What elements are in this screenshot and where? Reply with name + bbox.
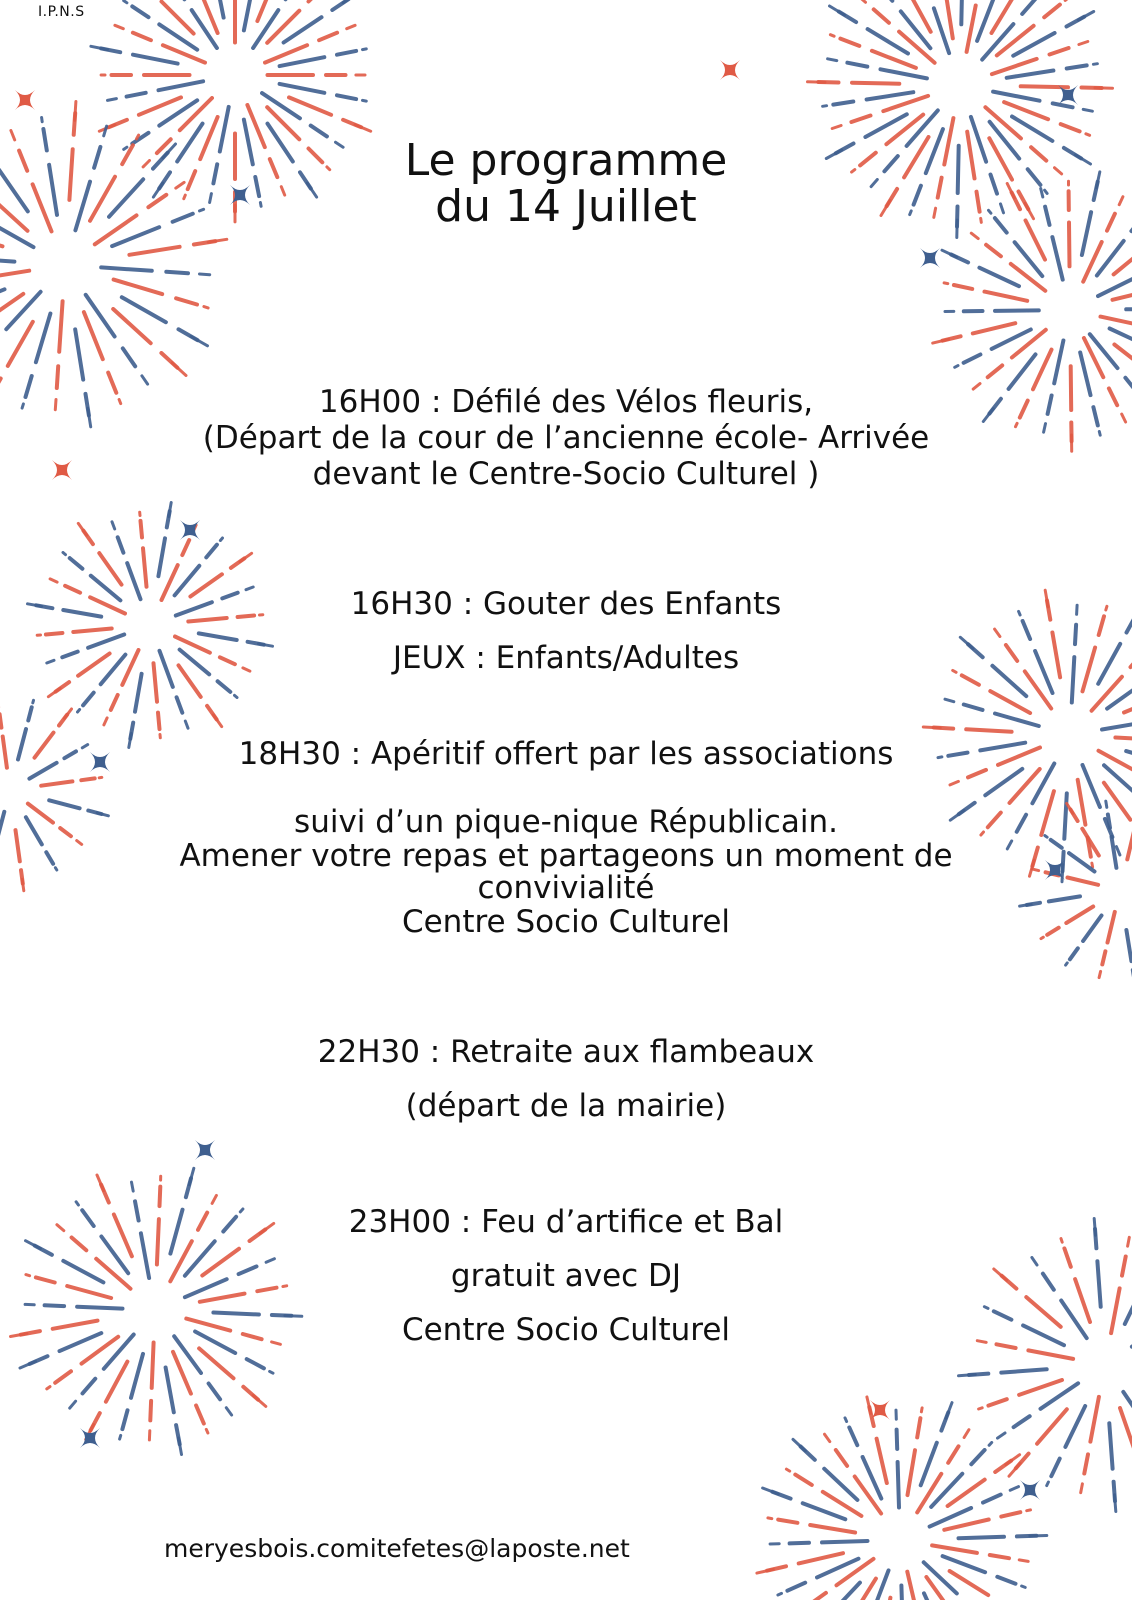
contact-email: meryesbois.comitefetes@laposte.net xyxy=(164,1534,630,1563)
firework-burst-icon xyxy=(28,503,273,748)
sparkle-icon xyxy=(15,90,35,110)
title-line-2: du 14 Juillet xyxy=(435,181,697,232)
sparkle-icon xyxy=(1020,1480,1040,1500)
event-feu-time: 23H00 : Feu d’artifice et Bal xyxy=(348,1204,784,1240)
event-aperitif-location: Centre Socio Culturel xyxy=(401,904,731,940)
page-title xyxy=(0,135,1132,232)
event-velos-time: 16H00 : Défilé des Vélos fleuris, xyxy=(318,384,814,420)
event-aperitif-time: 18H30 : Apéritif offert par les associations xyxy=(238,736,894,772)
event-retraite-time: 22H30 : Retraite aux flambeaux xyxy=(317,1034,815,1070)
event-aperitif-detail: suivi d’un pique-nique Républicain. xyxy=(294,804,838,840)
title-line-1: Le programme xyxy=(404,135,728,186)
event-velos-detail: (Départ de la cour de l’ancienne école- Arrivée xyxy=(202,420,930,456)
event-velos-detail-2: devant le Centre-Socio Culturel ) xyxy=(312,456,820,492)
ipns-label: I.P.N.S xyxy=(38,4,85,20)
event-retraite-detail: (départ de la mairie) xyxy=(405,1088,727,1124)
sparkle-icon xyxy=(180,520,200,540)
event-feu-detail: gratuit avec DJ xyxy=(450,1258,682,1294)
sparkle-icon xyxy=(195,1140,215,1160)
sparkle-icon xyxy=(920,248,940,268)
firework-burst-icon xyxy=(757,1397,1047,1600)
sparkle-icon xyxy=(870,1400,890,1420)
event-aperitif-detail-2: Amener votre repas et partageons un moment de xyxy=(179,838,953,874)
event-gouter-time: 16H30 : Gouter des Enfants xyxy=(350,586,782,622)
event-feu-location: Centre Socio Culturel xyxy=(401,1312,731,1348)
sparkle-icon xyxy=(720,60,740,80)
event-aperitif-detail-3: convivialité xyxy=(477,870,655,906)
event-gouter-detail: JEUX : Enfants/Adultes xyxy=(392,640,740,676)
